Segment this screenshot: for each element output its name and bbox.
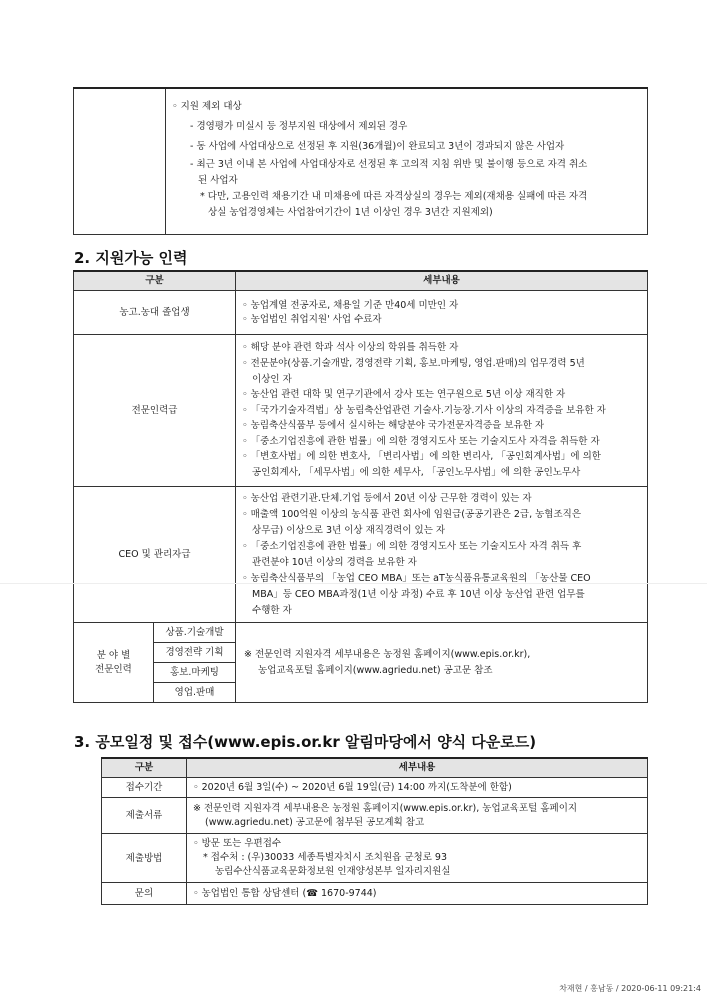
field-note-line: ※ 전문인력 지원자격 세부내용은 농정원 홈페이지(www.epis.or.kr), [244, 648, 531, 660]
header-details: 세부내용 [236, 271, 648, 291]
section-3-heading: 3. 공모일정 및 접수(www.epis.or.kr 알림마당에서 양식 다운로드) [74, 733, 537, 751]
detail-line: ◦ 농림축산식품부의 「농업 CEO MBA」또는 aT농식품유통교육원의 「농산물 CEO [242, 572, 591, 584]
schedule-label: 제출서류 [102, 798, 187, 834]
row-details [236, 487, 648, 623]
detail-line: MBA」등 CEO MBA과정(1년 이상 과정) 수료 후 10년 이상 농산업 관련 업무를 [252, 588, 585, 600]
field-group-label [74, 623, 154, 703]
detail-line: ※ 전문인력 지원자격 세부내용은 농정원 홈페이지(www.epis.or.kr), 농업교육포털 홈페이지 [193, 802, 578, 814]
section-2-heading: 2. 지원가능 인력 [74, 249, 188, 267]
detail-line: ◦ 「중소기업진흥에 관한 법률」에 의한 경영지도사 또는 기술지도사 자격을 취득한 자 [242, 435, 600, 447]
detail-line: ◦ 해당 분야 관련 학과 석사 이상의 학위를 취득한 자 [242, 342, 459, 354]
exclusion-line: - 경영평가 미실시 등 정부지원 대상에서 제외된 경우 [190, 121, 408, 132]
detail-line: 상무급) 이상으로 3년 이상 재직경력이 있는 자 [252, 524, 446, 536]
detail-line: * 접수처 : (우)30033 세종특별자치시 조치원읍 군청로 93 [203, 852, 447, 864]
detail-line: 농림수산식품교육문화정보원 인재양성본부 일자리지원실 [215, 866, 451, 878]
field-note [236, 623, 648, 703]
row-label: 전문인력급 [74, 335, 236, 487]
detail-line: ◦ 전문분야(상품.기술개발, 경영전략 기획, 홍보.마케팅, 영업.판매)의 업무경력 5년 [242, 357, 585, 369]
header-details: 세부내용 [187, 758, 648, 778]
row-details [236, 291, 648, 335]
exclusion-line: 된 사업자 [198, 175, 238, 186]
detail-line: ◦ 「변호사법」에 의한 변호사, 「변리사법」에 의한 변리사, 「공인회계사법」에 의한 [242, 451, 601, 463]
detail-line: ◦ 방문 또는 우편접수 [193, 838, 282, 850]
schedule-details [187, 834, 648, 883]
scan-line [0, 583, 707, 584]
row-label: 농고.농대 졸업생 [74, 291, 236, 335]
schedule-label: 제출방법 [102, 834, 187, 883]
detail-line: 공인회계사, 「세무사법」에 의한 세무사, 「공인노무사법」에 의한 공인노무사 [252, 467, 581, 479]
exclusion-note: * 다만, 고용인력 채용기간 내 미채용에 따른 자격상실의 경우는 제외(재채용 실패에 따른 자격 [200, 191, 588, 202]
detail-line: 관련분야 10년 이상의 경력을 보유한 자 [252, 556, 417, 568]
field-group-label-line1: 분 야 별 [96, 650, 131, 662]
header-category: 구분 [74, 271, 236, 291]
detail-line: ◦ 매출액 100억원 이상의 농식품 관련 회사에 임원급(공공기관은 2급, 농협조직은 [242, 508, 582, 520]
detail-line: 이상인 자 [252, 373, 292, 385]
exclusion-line: - 동 사업에 사업대상으로 선정된 후 지원(36개월)이 완료되고 3년이 경과되지 않은 사업자 [190, 141, 565, 152]
detail-line: ◦ 농림축산식품부 등에서 실시하는 해당분야 국가전문자격증을 보유한 자 [242, 420, 545, 432]
schedule-details [187, 883, 648, 905]
schedule-label: 문의 [102, 883, 187, 905]
schedule-table [101, 757, 648, 905]
field-item: 상품.기술개발 [154, 623, 236, 643]
field-group-label-line2: 전문인력 [95, 663, 132, 675]
detail-line: ◦ 농업법인 취업지원' 사업 수료자 [242, 313, 382, 325]
exclusion-line: ◦ 지원 제외 대상 [172, 101, 242, 112]
field-item: 영업.판매 [154, 683, 236, 703]
header-category: 구분 [102, 758, 187, 778]
detail-line: 수행한 자 [252, 604, 292, 616]
exclusion-note: 상실 농업경영체는 사업참여기간이 1년 이상인 경우 3년간 지원제외) [208, 207, 493, 218]
field-item: 경영전략 기획 [154, 643, 236, 663]
detail-line: ◦ 「국가기술자격법」상 농림축산업관련 기술사.기능장.기사 이상의 자격증을 보유한 자 [242, 404, 606, 416]
schedule-label: 접수기간 [102, 778, 187, 798]
exclusion-label-cell [74, 88, 166, 234]
field-note-line: 농업교육포털 홈페이지(www.agriedu.net) 공고문 참조 [258, 664, 493, 676]
footer-stamp: 차재현 / 홍남동 / 2020-06-11 09:21:4 [559, 984, 701, 993]
detail-line: ◦ 농업계열 전공자로, 채용일 기준 만40세 미만인 자 [242, 300, 459, 312]
detail-line: (www.agriedu.net) 공고문에 첨부된 공모계획 참고 [205, 816, 425, 828]
detail-line: ◦ 농산업 관련기관.단체.기업 등에서 20년 이상 근무한 경력이 있는 자 [242, 492, 532, 504]
row-details [236, 335, 648, 487]
detail-line: ◦ 농산업 관련 대학 및 연구기관에서 강사 또는 연구원으로 5년 이상 재직한 자 [242, 389, 566, 401]
exclusion-line: - 최근 3년 이내 본 사업에 사업대상자로 선정된 후 고의적 지침 위반 및 불이행 등으로 자격 취소 [190, 159, 588, 170]
detail-line: ◦ 농업법인 통합 상담센터 (☎ 1670-9744) [193, 888, 377, 900]
schedule-details [187, 778, 648, 798]
schedule-details [187, 798, 648, 834]
detail-line: ◦ 「중소기업진흥에 관한 법률」에 의한 경영지도사 또는 기술지도사 자격 취득 후 [242, 540, 582, 552]
field-item: 홍보.마케팅 [154, 663, 236, 683]
row-label: CEO 및 관리자급 [74, 487, 236, 623]
eligible-personnel-table [73, 270, 648, 703]
exclusion-content-cell [166, 88, 648, 234]
detail-line: ◦ 2020년 6월 3일(수) ~ 2020년 6월 19일(금) 14:00 까지(도착분에 한함) [193, 782, 512, 793]
exclusion-table [73, 87, 648, 235]
